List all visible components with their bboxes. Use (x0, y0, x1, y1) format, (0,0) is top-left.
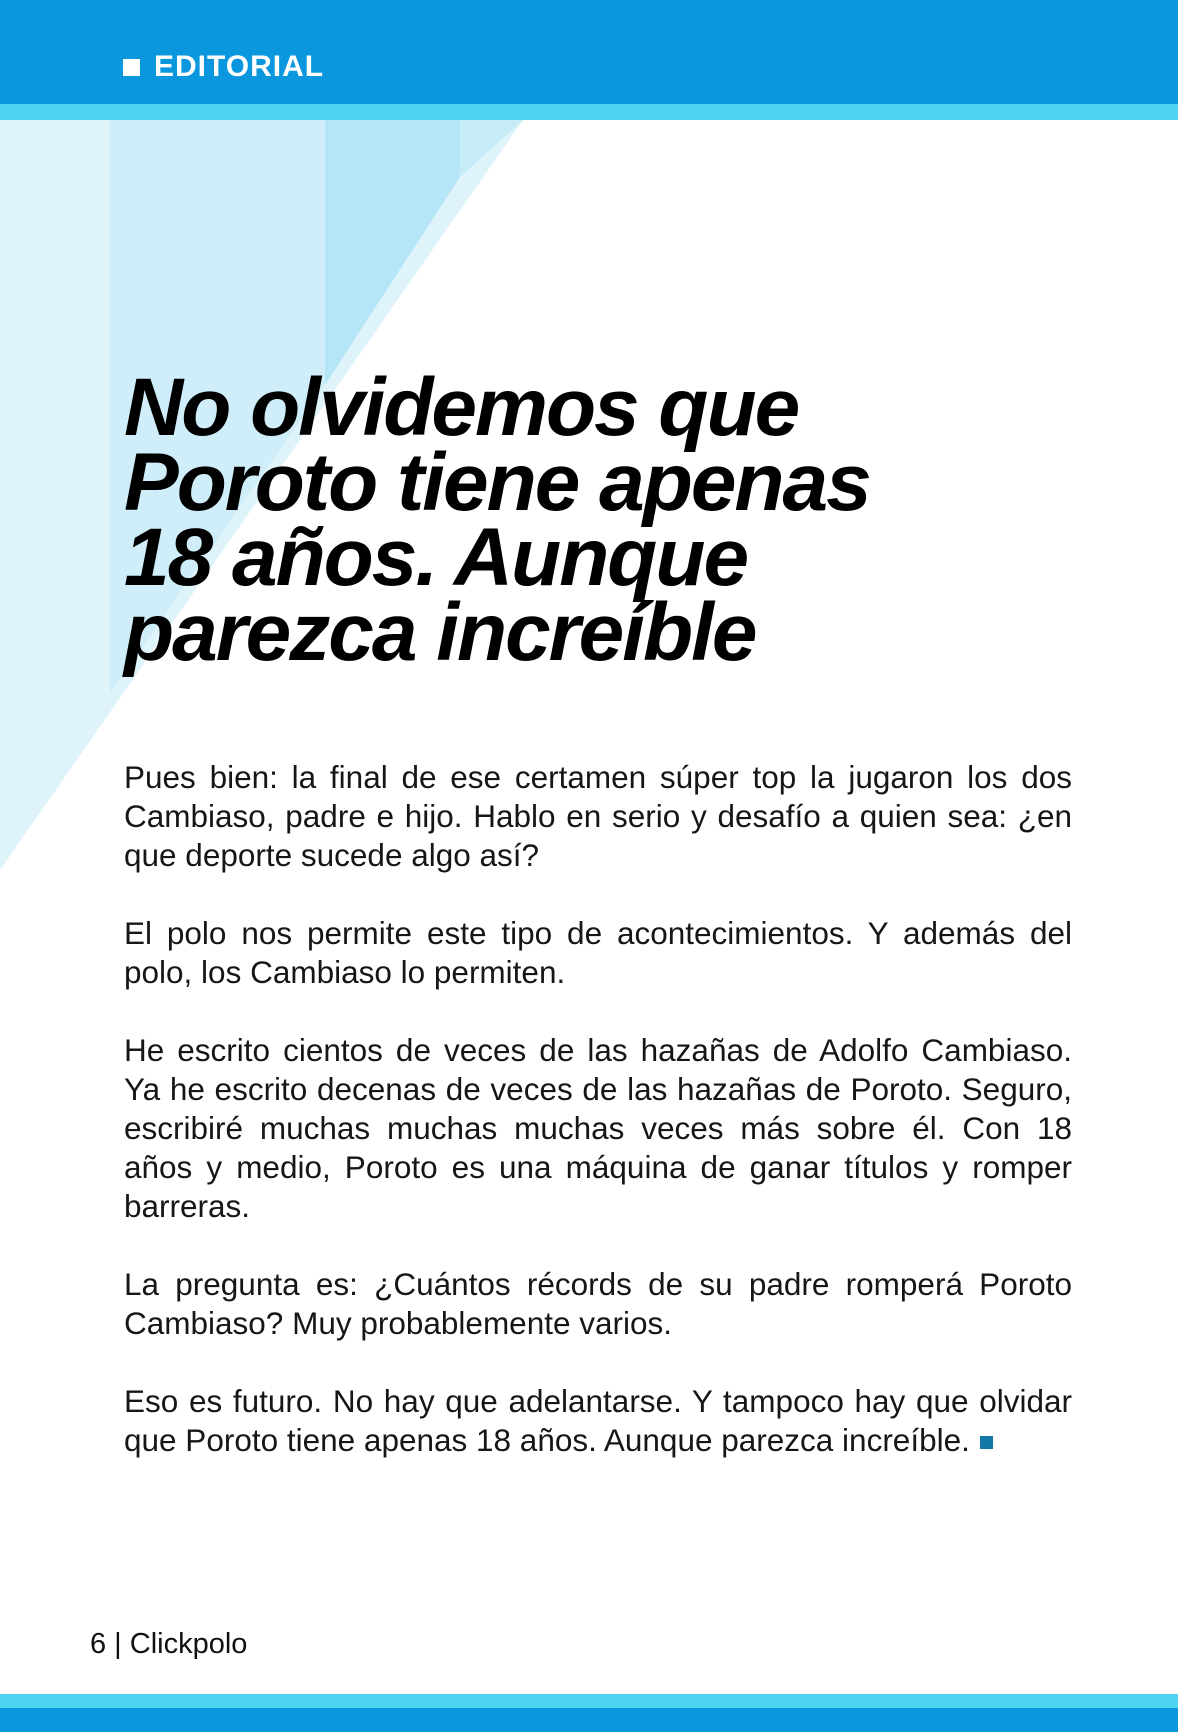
headline-line-4: parezca increíble (124, 587, 756, 678)
footer-stripe (0, 1694, 1178, 1708)
footer-bar (0, 1708, 1178, 1732)
headline-line-1: No olvidemos que (124, 362, 799, 453)
header-stripe (0, 104, 1178, 120)
headline-line-3: 18 años. Aunque (124, 512, 748, 603)
section-title: EDITORIAL (154, 50, 325, 83)
end-square-icon (980, 1436, 993, 1449)
paragraph-3: He escrito cientos de veces de las hazañas de Adolfo Cambiaso. Ya he escrito decenas de veces de las hazañas de Poroto. Seguro, escribiré muchas muchas muchas veces más sobre él. Con 18 años y medio, Poroto es una máquina de ganar títulos y romper barreras. (124, 1032, 1072, 1224)
paragraph-5 (124, 1382, 1072, 1460)
article-body (124, 758, 1072, 1499)
paragraph-5-text: Eso es futuro. No hay que adelantarse. Y tampoco hay que olvidar que Poroto tiene apenas 18 años. Aunque parezca increíble. (124, 1383, 1072, 1458)
headline (124, 362, 1084, 678)
paragraph-4: La pregunta es: ¿Cuántos récords de su padre romperá Poroto Cambiaso? Muy probablemente varios. (124, 1266, 1072, 1341)
paragraph-2: El polo nos permite este tipo de acontecimientos. Y además del polo, los Cambiaso lo permiten. (124, 915, 1072, 990)
deco-band-2 (325, 120, 460, 385)
square-bullet-icon (123, 59, 140, 76)
section-label (123, 50, 324, 84)
headline-line-2: Poroto tiene apenas (124, 437, 870, 528)
paragraph-1: Pues bien: la final de ese certamen súper top la jugaron los dos Cambiaso, padre e hijo. Hablo en serio y desafío a quien sea: ¿en que deporte sucede algo así? (124, 759, 1072, 873)
footer-page-label: 6 | Clickpolo (90, 1628, 248, 1660)
